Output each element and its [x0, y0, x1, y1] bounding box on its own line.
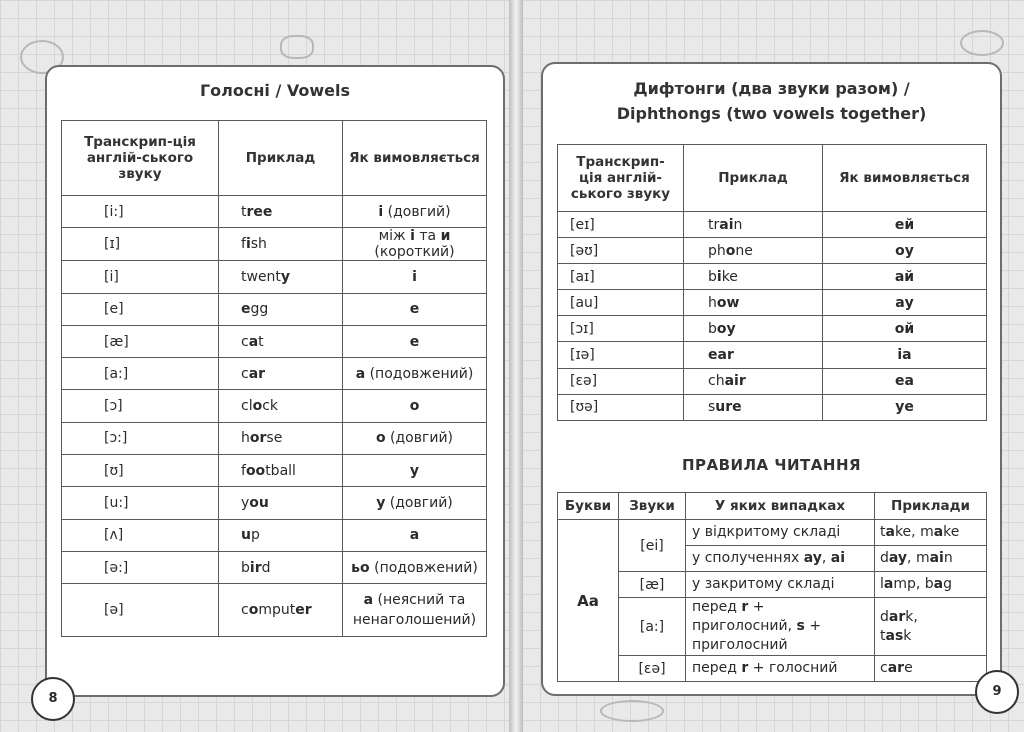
- transcription-cell: [i]: [62, 261, 219, 293]
- transcription-cell: [əʊ]: [558, 238, 684, 264]
- examples-cell: [875, 598, 987, 656]
- example-cell: [684, 212, 823, 238]
- example-cell: [219, 487, 343, 519]
- transcription-cell: [e]: [62, 293, 219, 325]
- example-segment: y: [241, 495, 250, 512]
- pronunciation-segment: (подовжений): [369, 559, 478, 576]
- example-segment: ke: [721, 268, 738, 285]
- example-segment: f: [241, 236, 246, 253]
- left-page: [45, 65, 505, 697]
- table-row: [62, 325, 487, 357]
- pronunciation-cell: [343, 196, 487, 228]
- examples-segment: k,: [905, 608, 918, 625]
- example-segment: u: [241, 527, 251, 544]
- page-number-right: 9: [975, 670, 1019, 714]
- example-segment: sh: [250, 236, 267, 253]
- example-segment: t: [258, 333, 264, 350]
- pronunciation-cell: ей: [823, 212, 987, 238]
- examples-segment: as: [885, 627, 904, 644]
- pronunciation-cell: [343, 293, 487, 325]
- case-segment: ,: [821, 550, 831, 566]
- examples-segment: a: [933, 524, 944, 540]
- examples-segment: d: [880, 608, 889, 625]
- pronunciation-segment: між: [378, 228, 411, 245]
- examples-segment: l: [880, 576, 884, 592]
- example-segment: c: [241, 365, 249, 382]
- examples-segment: a: [933, 576, 944, 592]
- example-segment: tr: [708, 216, 720, 233]
- pronunciation-cell: еа: [823, 368, 987, 394]
- pronunciation-cell: [343, 228, 487, 261]
- pronunciation-segment: и: [440, 228, 451, 245]
- example-segment: b: [241, 559, 250, 576]
- pronunciation-segment: е: [409, 333, 420, 350]
- header-pronunciation: Як вимовляється: [823, 145, 987, 212]
- examples-segment: mp, b: [893, 576, 934, 592]
- case-cell: [686, 546, 875, 572]
- example-cell: [219, 551, 343, 583]
- pronunciation-segment: та: [414, 228, 441, 245]
- case-segment: + приголосний,: [692, 599, 797, 634]
- case-segment: r: [741, 660, 749, 676]
- sound-cell: [ei]: [619, 520, 686, 572]
- table-row: [558, 572, 987, 598]
- sound-cell: [ɛə]: [619, 656, 686, 682]
- examples-segment: t: [880, 524, 886, 540]
- title-line-english: Diphthongs (two vowels together): [616, 104, 927, 123]
- example-cell: [684, 316, 823, 342]
- example-segment: i: [716, 268, 722, 285]
- case-segment: r: [741, 599, 749, 615]
- table-row: [62, 228, 487, 261]
- example-segment: i: [245, 236, 251, 253]
- background-doodle: [600, 700, 664, 722]
- examples-segment: ke, m: [894, 524, 934, 540]
- table-row: [558, 368, 987, 394]
- example-segment: ou: [249, 495, 269, 512]
- header-letters: Букви: [558, 493, 619, 520]
- table-row: [62, 358, 487, 390]
- diphthongs-table: [557, 144, 987, 421]
- pronunciation-segment: (короткий): [374, 244, 455, 261]
- example-cell: [684, 264, 823, 290]
- case-segment: ai: [830, 550, 846, 566]
- case-segment: ay: [803, 550, 822, 566]
- example-segment: a: [248, 333, 259, 350]
- examples-segment: t: [880, 627, 886, 644]
- example-segment: t: [241, 203, 247, 220]
- example-segment: ck: [262, 398, 279, 415]
- example-cell: [219, 325, 343, 357]
- background-doodle: [280, 35, 314, 59]
- table-row: [62, 487, 487, 519]
- pronunciation-cell: [343, 358, 487, 390]
- example-segment: o: [248, 602, 259, 619]
- header-sounds: Звуки: [619, 493, 686, 520]
- table-row: [62, 293, 487, 325]
- sound-cell: [a:]: [619, 598, 686, 656]
- example-segment: n: [733, 216, 743, 233]
- example-segment: c: [241, 333, 249, 350]
- pronunciation-cell: оу: [823, 238, 987, 264]
- example-segment: b: [708, 268, 717, 285]
- example-segment: or: [249, 430, 267, 447]
- pronunciation-segment: і: [412, 268, 417, 285]
- examples-segment: ke: [943, 524, 960, 540]
- pronunciation-cell: ау: [823, 290, 987, 316]
- case-segment: у закритому складі: [692, 576, 835, 592]
- examples-segment: c: [880, 660, 888, 676]
- page-title-diphthongs: [543, 76, 1000, 126]
- case-segment: s: [796, 618, 805, 634]
- case-segment: у відкритому складі: [692, 524, 841, 540]
- pronunciation-segment: (довгий): [385, 430, 454, 447]
- header-cases: У яких випадках: [686, 493, 875, 520]
- examples-segment: d: [880, 550, 889, 566]
- case-cell: [686, 572, 875, 598]
- transcription-cell: [au]: [558, 290, 684, 316]
- example-segment: twent: [241, 268, 281, 285]
- table-row: [558, 394, 987, 420]
- example-cell: [219, 390, 343, 422]
- pronunciation-segment: а: [355, 365, 366, 382]
- table-row: [558, 212, 987, 238]
- case-segment: перед: [692, 599, 742, 615]
- transcription-cell: [ə:]: [62, 551, 219, 583]
- book-spine: [509, 0, 523, 732]
- examples-segment: e: [904, 660, 913, 676]
- example-segment: ar: [248, 365, 266, 382]
- table-row: [62, 519, 487, 551]
- example-cell: [219, 293, 343, 325]
- page-title-vowels: Голосні / Vowels: [199, 81, 351, 100]
- header-transcription: Транскрип-ція англій-ського звуку: [62, 121, 219, 196]
- table-row: [558, 264, 987, 290]
- transcription-cell: [ɔ:]: [62, 422, 219, 454]
- pronunciation-cell: [343, 584, 487, 637]
- transcription-cell: [æ]: [62, 325, 219, 357]
- example-segment: o: [725, 242, 736, 259]
- vowels-table: [61, 120, 487, 637]
- pronunciation-cell: [343, 390, 487, 422]
- example-segment: o: [252, 398, 263, 415]
- table-row: [558, 238, 987, 264]
- pronunciation-cell: [343, 455, 487, 487]
- pronunciation-segment: а: [363, 592, 374, 609]
- pronunciation-cell: ой: [823, 316, 987, 342]
- reading-rules-title: ПРАВИЛА ЧИТАННЯ: [681, 456, 862, 474]
- transcription-cell: [u:]: [62, 487, 219, 519]
- transcription-cell: [ɪ]: [62, 228, 219, 261]
- pronunciation-segment: і: [410, 228, 415, 245]
- case-cell: [686, 656, 875, 682]
- case-segment: у сполученнях: [692, 550, 804, 566]
- right-page: [541, 62, 1002, 696]
- examples-segment: , m: [907, 550, 930, 566]
- example-cell: [684, 290, 823, 316]
- table-row: [62, 422, 487, 454]
- example-segment: f: [241, 462, 246, 479]
- examples-segment: a: [883, 576, 894, 592]
- pronunciation-cell: [343, 551, 487, 583]
- pronunciation-segment: у: [376, 495, 386, 512]
- transcription-cell: [aɪ]: [558, 264, 684, 290]
- transcription-cell: [ɔɪ]: [558, 316, 684, 342]
- pronunciation-segment: ьо: [351, 559, 370, 576]
- pronunciation-segment: о: [409, 398, 420, 415]
- pronunciation-segment: е: [409, 301, 420, 318]
- header-example: Приклад: [684, 145, 823, 212]
- example-segment: oy: [716, 320, 736, 337]
- transcription-cell: [ɪə]: [558, 342, 684, 368]
- header-pronunciation: Як вимовляється: [343, 121, 487, 196]
- table-row: [62, 551, 487, 583]
- pronunciation-segment: (подовжений): [365, 365, 474, 382]
- pronunciation-cell: [343, 487, 487, 519]
- example-segment: p: [250, 527, 260, 544]
- example-segment: b: [708, 320, 717, 337]
- examples-cell: [875, 546, 987, 572]
- example-segment: mput: [258, 602, 296, 619]
- example-cell: [219, 228, 343, 261]
- example-segment: ree: [246, 203, 273, 220]
- transcription-cell: [i:]: [62, 196, 219, 228]
- example-cell: [219, 422, 343, 454]
- example-cell: [684, 394, 823, 420]
- case-cell: [686, 520, 875, 546]
- example-segment: s: [708, 399, 716, 416]
- example-segment: h: [241, 430, 250, 447]
- table-row: [62, 261, 487, 293]
- transcription-cell: [a:]: [62, 358, 219, 390]
- case-segment: перед: [692, 660, 742, 676]
- example-cell: [219, 455, 343, 487]
- example-segment: oo: [245, 462, 266, 479]
- example-segment: ow: [716, 294, 740, 311]
- examples-segment: ar: [887, 660, 905, 676]
- table-row: [558, 290, 987, 316]
- transcription-cell: [ɛə]: [558, 368, 684, 394]
- header-example: Приклад: [219, 121, 343, 196]
- transcription-cell: [ʊ]: [62, 455, 219, 487]
- example-cell: [684, 368, 823, 394]
- examples-segment: ay: [888, 550, 908, 566]
- pronunciation-segment: о: [375, 430, 386, 447]
- pronunciation-cell: уе: [823, 394, 987, 420]
- example-cell: [219, 519, 343, 551]
- table-row: [558, 342, 987, 368]
- example-segment: ne: [735, 242, 753, 259]
- example-cell: [219, 584, 343, 637]
- pronunciation-cell: [343, 422, 487, 454]
- page-number-left: 8: [31, 677, 75, 721]
- example-segment: se: [266, 430, 283, 447]
- pronunciation-cell: [343, 325, 487, 357]
- transcription-cell: [ɔ]: [62, 390, 219, 422]
- example-segment: c: [241, 602, 249, 619]
- letter-cell: Aa: [558, 520, 619, 682]
- examples-segment: g: [943, 576, 952, 592]
- pronunciation-segment: а: [409, 527, 420, 544]
- example-segment: cl: [241, 398, 253, 415]
- example-segment: er: [295, 602, 312, 619]
- pronunciation-cell: ай: [823, 264, 987, 290]
- example-segment: air: [724, 373, 746, 390]
- transcription-cell: [ʊə]: [558, 394, 684, 420]
- pronunciation-segment: i: [378, 203, 384, 220]
- example-segment: h: [708, 294, 717, 311]
- example-segment: ch: [708, 373, 725, 390]
- example-segment: gg: [250, 301, 269, 318]
- example-segment: ph: [708, 242, 726, 259]
- case-segment: + голосний: [748, 660, 838, 676]
- case-cell: [686, 598, 875, 656]
- examples-cell: [875, 572, 987, 598]
- transcription-cell: [eɪ]: [558, 212, 684, 238]
- example-segment: ai: [719, 216, 734, 233]
- table-row: [62, 455, 487, 487]
- example-segment: y: [280, 268, 291, 285]
- example-segment: ure: [715, 399, 742, 416]
- example-cell: [684, 238, 823, 264]
- header-examples: Приклади: [875, 493, 987, 520]
- pronunciation-cell: [343, 519, 487, 551]
- examples-segment: ai: [929, 550, 944, 566]
- examples-segment: n: [943, 550, 953, 566]
- pronunciation-segment: (неясний та ненаголошений): [352, 592, 477, 629]
- reading-rules-table: [557, 492, 987, 682]
- example-cell: [219, 196, 343, 228]
- title-line-ukrainian: Дифтонги (два звуки разом) /: [633, 79, 910, 98]
- example-segment: e: [241, 301, 251, 318]
- example-cell: [684, 342, 823, 368]
- example-segment: d: [261, 559, 271, 576]
- example-cell: [219, 261, 343, 293]
- examples-segment: k: [903, 627, 912, 644]
- header-transcription: Транскрип-ція англій-ського звуку: [558, 145, 684, 212]
- examples-segment: ar: [888, 608, 906, 625]
- transcription-cell: [ə]: [62, 584, 219, 637]
- example-segment: tball: [265, 462, 296, 479]
- pronunciation-cell: [343, 261, 487, 293]
- table-row: [558, 598, 987, 656]
- background-doodle: [960, 30, 1004, 56]
- example-segment: ear: [708, 347, 734, 364]
- example-cell: [219, 358, 343, 390]
- pronunciation-segment: у: [409, 462, 420, 479]
- pronunciation-cell: іа: [823, 342, 987, 368]
- transcription-cell: [ʌ]: [62, 519, 219, 551]
- example-segment: ir: [249, 559, 262, 576]
- table-row: [62, 196, 487, 228]
- table-row: [62, 584, 487, 637]
- table-row: [558, 316, 987, 342]
- examples-cell: [875, 656, 987, 682]
- table-row: [62, 390, 487, 422]
- examples-cell: [875, 520, 987, 546]
- pronunciation-segment: (довгий): [383, 203, 451, 220]
- table-row: [558, 520, 987, 546]
- table-row: [558, 656, 987, 682]
- examples-segment: a: [885, 524, 895, 540]
- case-segment: + приголосний: [692, 618, 822, 653]
- sound-cell: [æ]: [619, 572, 686, 598]
- pronunciation-segment: (довгий): [385, 495, 453, 512]
